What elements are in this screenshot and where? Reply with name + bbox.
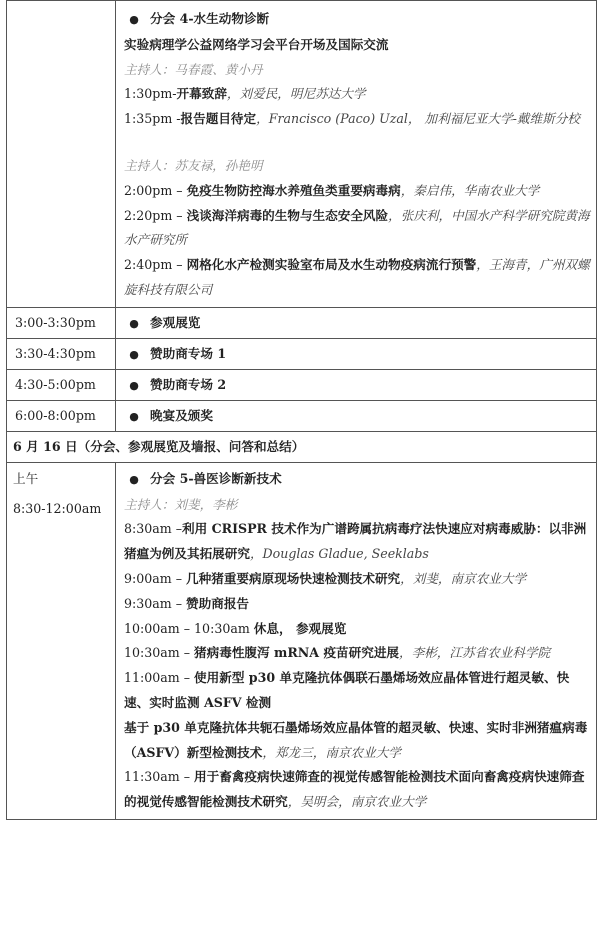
day16-heading: 6 月 16 日（分会、参观展览及墙报、问答和总结） bbox=[13, 438, 305, 454]
session4-host2: 主持人：苏友禄，孙艳明 bbox=[124, 157, 263, 173]
talk-time: 9:30am – bbox=[124, 595, 187, 611]
talk-item bbox=[124, 716, 590, 766]
talk-item bbox=[124, 567, 590, 592]
talk-time: 1:35pm - bbox=[124, 111, 181, 127]
session5-title: 分会 5-兽医诊断新技术 bbox=[150, 470, 282, 486]
row-time: 3:00-3:30pm bbox=[15, 314, 96, 330]
row-time: 4:30-5:00pm bbox=[15, 376, 96, 392]
talk-title: 基于 p30 单克隆抗体共轭石墨烯场效应晶体管的超灵敏、快速、实时非洲猪瘟病毒（ASFV）新型检测技术 bbox=[124, 719, 588, 760]
talk-item bbox=[124, 204, 590, 254]
morning-time: 8:30-12:00am bbox=[13, 500, 102, 516]
talk-item bbox=[124, 253, 590, 303]
talk-speaker: ，刘斐，南京农业大学 bbox=[400, 570, 527, 586]
session4-subtitle: 实验病理学公益网络学习会平台开场及国际交流 bbox=[124, 36, 389, 52]
session4-row bbox=[7, 1, 597, 308]
talk-speaker: ，郑龙三，南京农业大学 bbox=[262, 744, 401, 760]
bullet-icon: ● bbox=[129, 378, 139, 392]
talk-time: 2:20pm – bbox=[124, 207, 187, 223]
talk-speaker: ，李彬，江苏省农业科学院 bbox=[399, 645, 551, 661]
row-label: 参观展览 bbox=[150, 314, 201, 330]
talk-item bbox=[124, 179, 590, 204]
session4-content bbox=[116, 1, 597, 308]
row-label: 赞助商专场 2 bbox=[150, 376, 227, 392]
session4-heading bbox=[124, 7, 590, 33]
talk-item bbox=[124, 617, 590, 642]
talk-title: 开幕致辞 bbox=[176, 86, 227, 102]
bullet-icon: ● bbox=[129, 13, 139, 26]
talk-time: 10:00am – 10:30am bbox=[124, 620, 254, 636]
session5-host: 主持人：刘斐，李彬 bbox=[124, 496, 238, 512]
talk-speaker: ，秦启伟，华南农业大学 bbox=[400, 182, 540, 198]
bullet-icon: ● bbox=[129, 472, 139, 486]
talk-item bbox=[124, 641, 590, 666]
time-cell-empty bbox=[7, 1, 116, 308]
talk-time: 2:40pm – bbox=[124, 257, 187, 273]
talk-title: 报告题目待定 bbox=[180, 111, 257, 127]
talk-time: 8:30am – bbox=[124, 521, 183, 537]
day-header-row bbox=[7, 431, 597, 462]
session5-heading bbox=[124, 467, 590, 493]
talk-item bbox=[124, 666, 590, 716]
row-label: 赞助商专场 1 bbox=[150, 345, 227, 361]
talk-item bbox=[124, 82, 590, 107]
talk-time: 9:00am – bbox=[124, 570, 187, 586]
talk-item bbox=[124, 592, 590, 617]
talk-title: 免疫生物防控海水养殖鱼类重要病毒病 bbox=[186, 182, 401, 198]
talk-title: 赞助商报告 bbox=[186, 595, 250, 611]
row-time: 6:00-8:00pm bbox=[15, 407, 96, 423]
session4-title: 分会 4-水生动物诊断 bbox=[150, 11, 270, 26]
talk-speaker: ，Francisco (Paco) Uzal， 加利福尼亚大学-戴维斯分校 bbox=[256, 111, 580, 127]
row-label: 晚宴及颁奖 bbox=[150, 407, 213, 423]
talk-title: 使用新型 p30 单克隆抗体偶联石墨烯场效应晶体管进行超灵敏、快速、实时监测 ASFV 检测 bbox=[124, 670, 570, 710]
session5-row bbox=[7, 462, 597, 819]
schedule-row bbox=[7, 338, 597, 369]
talk-speaker: ，Douglas Gladue, Seeklabs bbox=[249, 546, 429, 562]
talk-title: 休息， 参观展览 bbox=[253, 620, 347, 636]
talk-speaker: ，王海青，广州双螺旋科技有限公司 bbox=[124, 257, 590, 297]
talk-item bbox=[124, 517, 590, 567]
schedule-table bbox=[6, 0, 597, 820]
talk-title: 几种猪重要病原现场快速检测技术研究 bbox=[186, 570, 401, 586]
bullet-icon: ● bbox=[129, 409, 139, 423]
schedule-row bbox=[7, 400, 597, 431]
talk-item bbox=[124, 107, 590, 132]
talk-time: 11:30am – bbox=[124, 769, 195, 785]
talk-speaker: ，刘爱民，明尼苏达大学 bbox=[226, 86, 366, 102]
talk-title: 利用 CRISPR 技术作为广谱跨属抗病毒疗法快速应对病毒威胁：以非洲猪瘟为例及其拓展研究 bbox=[124, 521, 587, 562]
session5-content bbox=[116, 462, 597, 819]
talk-item bbox=[124, 765, 590, 815]
talk-time: 10:30am – bbox=[124, 645, 195, 661]
talk-time: 2:00pm – bbox=[124, 182, 187, 198]
talk-speaker: ，吴明会，南京农业大学 bbox=[287, 794, 427, 810]
talk-title: 浅谈海洋病毒的生物与生态安全风险 bbox=[186, 207, 389, 223]
bullet-icon: ● bbox=[129, 316, 139, 330]
schedule-row bbox=[7, 369, 597, 400]
morning-label: 上午 bbox=[13, 470, 39, 486]
talk-time: 11:00am – bbox=[124, 670, 195, 686]
talk-title: 用于畜禽疫病快速筛查的视觉传感智能检测技术面向畜禽疫病快速筛查的视觉传感智能检测技术研究 bbox=[124, 769, 585, 810]
row-time: 3:30-4:30pm bbox=[15, 345, 96, 361]
session4-host1: 主持人：马春霞、黄小丹 bbox=[124, 61, 263, 77]
talk-title: 猪病毒性腹泻 mRNA 疫苗研究进展 bbox=[194, 645, 400, 661]
talk-time: 1:30pm- bbox=[124, 86, 177, 102]
talk-title: 网格化水产检测实验室布局及水生动物疫病流行预警 bbox=[186, 257, 477, 273]
bullet-icon: ● bbox=[129, 347, 139, 361]
talk-speaker: ，张庆利，中国水产科学研究院黄海水产研究所 bbox=[124, 207, 590, 248]
schedule-row bbox=[7, 307, 597, 338]
